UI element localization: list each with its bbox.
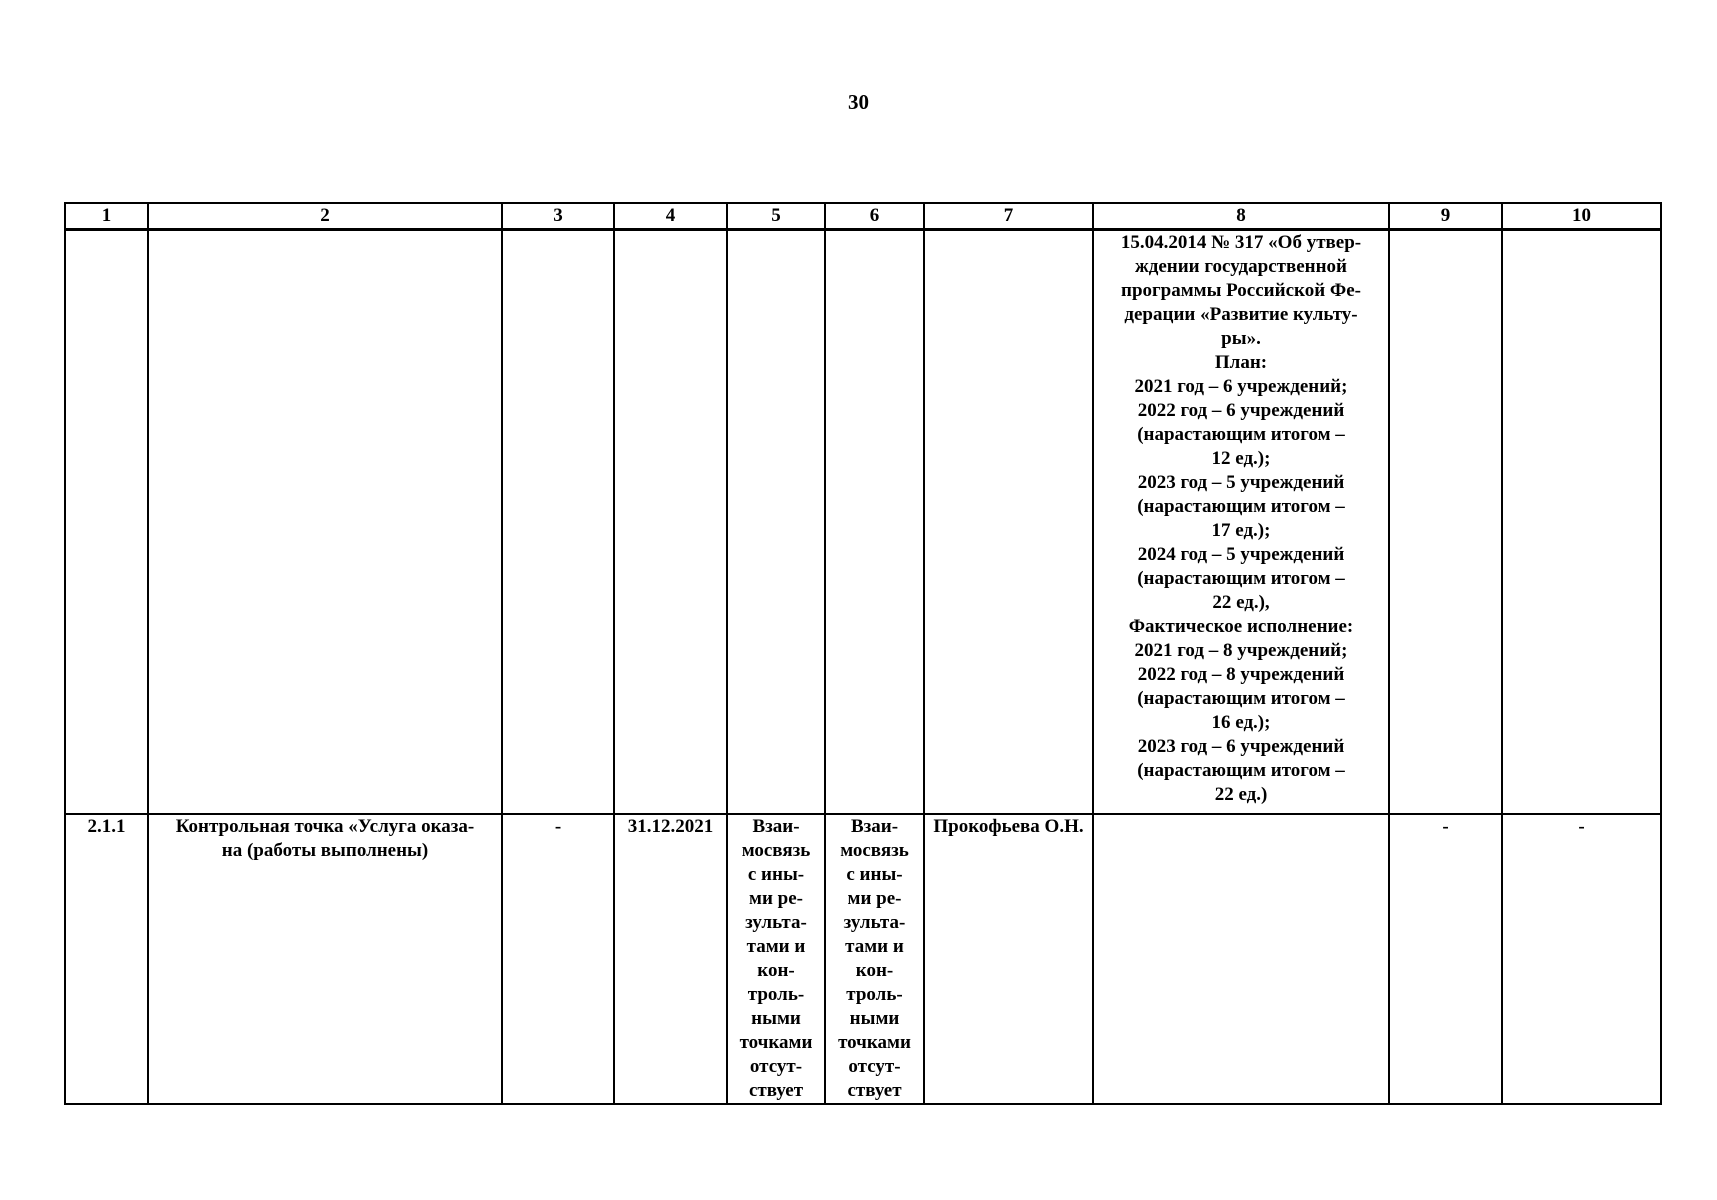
- basis-description-cell: 15.04.2014 № 317 «Об утвер- ждении государственной программы Российской Фе- дерации «Развитие культу- ры». План: 2021 год – 6 учреждений; 2022 год – 6 учреждений (нарастающим итогом – 12 ед.); 2023 год – 5 учреждений (нарастающим итогом – 17 ед.); 2024 год – 5 учреждений (нарастающим итогом – 22 ед.), Фактическое исполнение: 2021 год – 8 учреждений; 2022 год – 8 учреждений (нарастающим итогом – 16 ед.); 2023 год – 6 учреждений (нарастающим итогом – 22 ед.): [1093, 230, 1389, 815]
- column-header: 1: [65, 203, 148, 230]
- checkpoint-name-cell: Контрольная точка «Услуга оказа- на (работы выполнены): [148, 814, 502, 1104]
- column-header: 10: [1502, 203, 1661, 230]
- page-number: 30: [848, 90, 869, 114]
- table-cell: [924, 230, 1093, 815]
- table-cell: [727, 230, 825, 815]
- table-cell: [1502, 230, 1661, 815]
- table-cell: -: [502, 814, 614, 1104]
- table-cell: [65, 230, 148, 815]
- table-cell: [148, 230, 502, 815]
- column-header: 4: [614, 203, 727, 230]
- table-row: [65, 230, 1661, 815]
- table-cell: -: [1389, 814, 1502, 1104]
- column-header: 6: [825, 203, 924, 230]
- table-cell: [825, 230, 924, 815]
- table-cell: -: [1502, 814, 1661, 1104]
- relationship-cell: Взаи- мосвязь с ины- ми ре- зульта- тами и кон- троль- ными точками отсут- ствует: [727, 814, 825, 1104]
- table-cell: [1093, 814, 1389, 1104]
- column-header: 3: [502, 203, 614, 230]
- header-row: [65, 203, 1661, 230]
- column-header: 7: [924, 203, 1093, 230]
- date-cell: 31.12.2021: [614, 814, 727, 1104]
- column-header: 2: [148, 203, 502, 230]
- item-number-cell: 2.1.1: [65, 814, 148, 1104]
- column-header: 9: [1389, 203, 1502, 230]
- table-cell: [614, 230, 727, 815]
- relationship-cell: Взаи- мосвязь с ины- ми ре- зульта- тами и кон- троль- ными точками отсут- ствует: [825, 814, 924, 1104]
- table-cell: [502, 230, 614, 815]
- table-cell: [1389, 230, 1502, 815]
- table-row: [65, 814, 1661, 1104]
- responsible-person-cell: Прокофьева О.Н.: [924, 814, 1093, 1104]
- document-table: [64, 202, 1662, 1105]
- column-header: 5: [727, 203, 825, 230]
- column-header: 8: [1093, 203, 1389, 230]
